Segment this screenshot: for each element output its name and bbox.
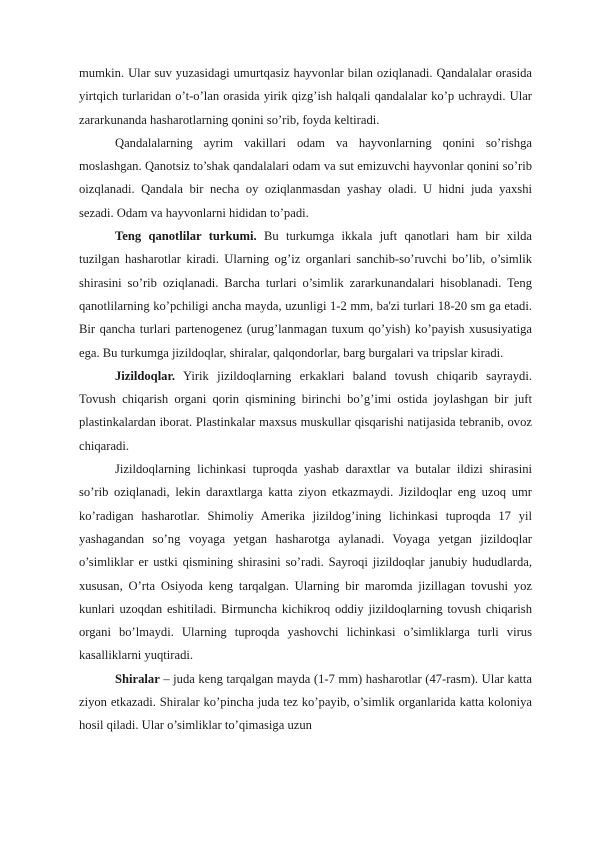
paragraph-aphids	[79, 668, 532, 738]
paragraph-cicadas	[79, 365, 532, 458]
paragraph-homoptera	[79, 225, 532, 365]
section-heading-homoptera: Teng qanotlilar turkumi.	[115, 229, 257, 244]
paragraph-continuation	[79, 62, 532, 132]
paragraph-text: – juda keng tarqalgan mayda (1-7 mm) hasharotlar (47-rasm). Ular katta ziyon etkazadi. Shiralar ko’pincha juda tez ko’payib, o’simlik organlarida katta koloniya hosil qiladi. Ular o’simliklar to’qimasiga uzun	[79, 671, 532, 733]
paragraph-cicada-larvae	[79, 458, 532, 668]
paragraph-text: Yirik jizildoqlarning erkaklari baland tovush chiqarib sayraydi. Tovush chiqarish organi qorin qismining birinchi bo’g’imi ostida joylashgan bir juft plastinkalardan iborat. Plastinkalar maxsus muskullar qisqarishi natijasida tebranib, ovoz chiqaradi.	[79, 368, 532, 453]
paragraph-text: Jizildoqlarning lichinkasi tuproqda yashab daraxtlar va butalar ildizi shirasini so’rib oziqlanadi, lekin daraxtlarga katta ziyon etkazmaydi. Jizildoqlar eng uzoq umr ko’radigan hasharotlar. Shimoliy Amerika jizildog’ining lichinkasi tuproqda 17 yil yashagandan so’ng voyaga yetgan hasharotga aylanadi. Voyaga yetgan jizildoqlar o’simliklar er ustki qismining shirasini so’radi. Sayroqi jizildoqlar janubiy hududlarda, xususan, O’rta Osiyoda keng tarqalgan. Ularning bir maromda jizillagan tovushi yoz kunlari uzoqdan eshitiladi. Birmuncha kichikroq oddiy jizildoqlarning tovush chiqarish organi bo’lmaydi. Ularning tuproqda yashovchi lichinkasi o’simliklarga turli virus kasalliklarni yuqtiradi.	[79, 462, 532, 663]
paragraph-text: mumkin. Ular suv yuzasidagi umurtqasiz hayvonlar bilan oziqlanadi. Qandalalar orasida yirtqich turlaridan o’t-o’lan orasida yirik qizg’ish halqali qandalalar ko’p uchraydi. Ular zararkunanda hasharotlarning qonini so’rib, foyda keltiradi.	[79, 66, 532, 127]
paragraph-blood-sucking-bugs	[79, 132, 532, 225]
paragraph-text: Bu turkumga ikkala juft qanotlari ham bir xilda tuzilgan hasharotlar kiradi. Ularning og’iz organlari sanchib-so’ruvchi bo’lib, o’simlik shirasini so’rib oziqlanadi. Barcha turlari o’simlik zararkunandalari hisoblanadi. Teng qanotlilarning ko’pchiligi ancha mayda, uzunligi 1-2 mm, ba'zi turlari 18-20 sm ga etadi. Bir qancha turlari partenogenez (urug’lanmagan tuxum qo’yish) ko’payish xususiyatiga ega. Bu turkumga jizildoqlar, shiralar, qalqondorlar, barg burgalari va tripslar kiradi.	[79, 229, 532, 360]
section-heading-aphids: Shiralar	[115, 671, 160, 686]
paragraph-text: Qandalalarning ayrim vakillari odam va hayvonlarning qonini so’rishga moslashgan. Qanotsiz to’shak qandalalari odam va sut emizuvchi hayvonlar qonini so’rib oizqlanadi. Qandala bir necha oy oziqlanmasdan yashay oladi. U hidni juda yaxshi sezadi. Odam va hayvonlarni hididan to’padi.	[79, 135, 532, 220]
document-page	[79, 62, 532, 738]
section-heading-cicadas: Jizildoqlar.	[115, 368, 176, 383]
